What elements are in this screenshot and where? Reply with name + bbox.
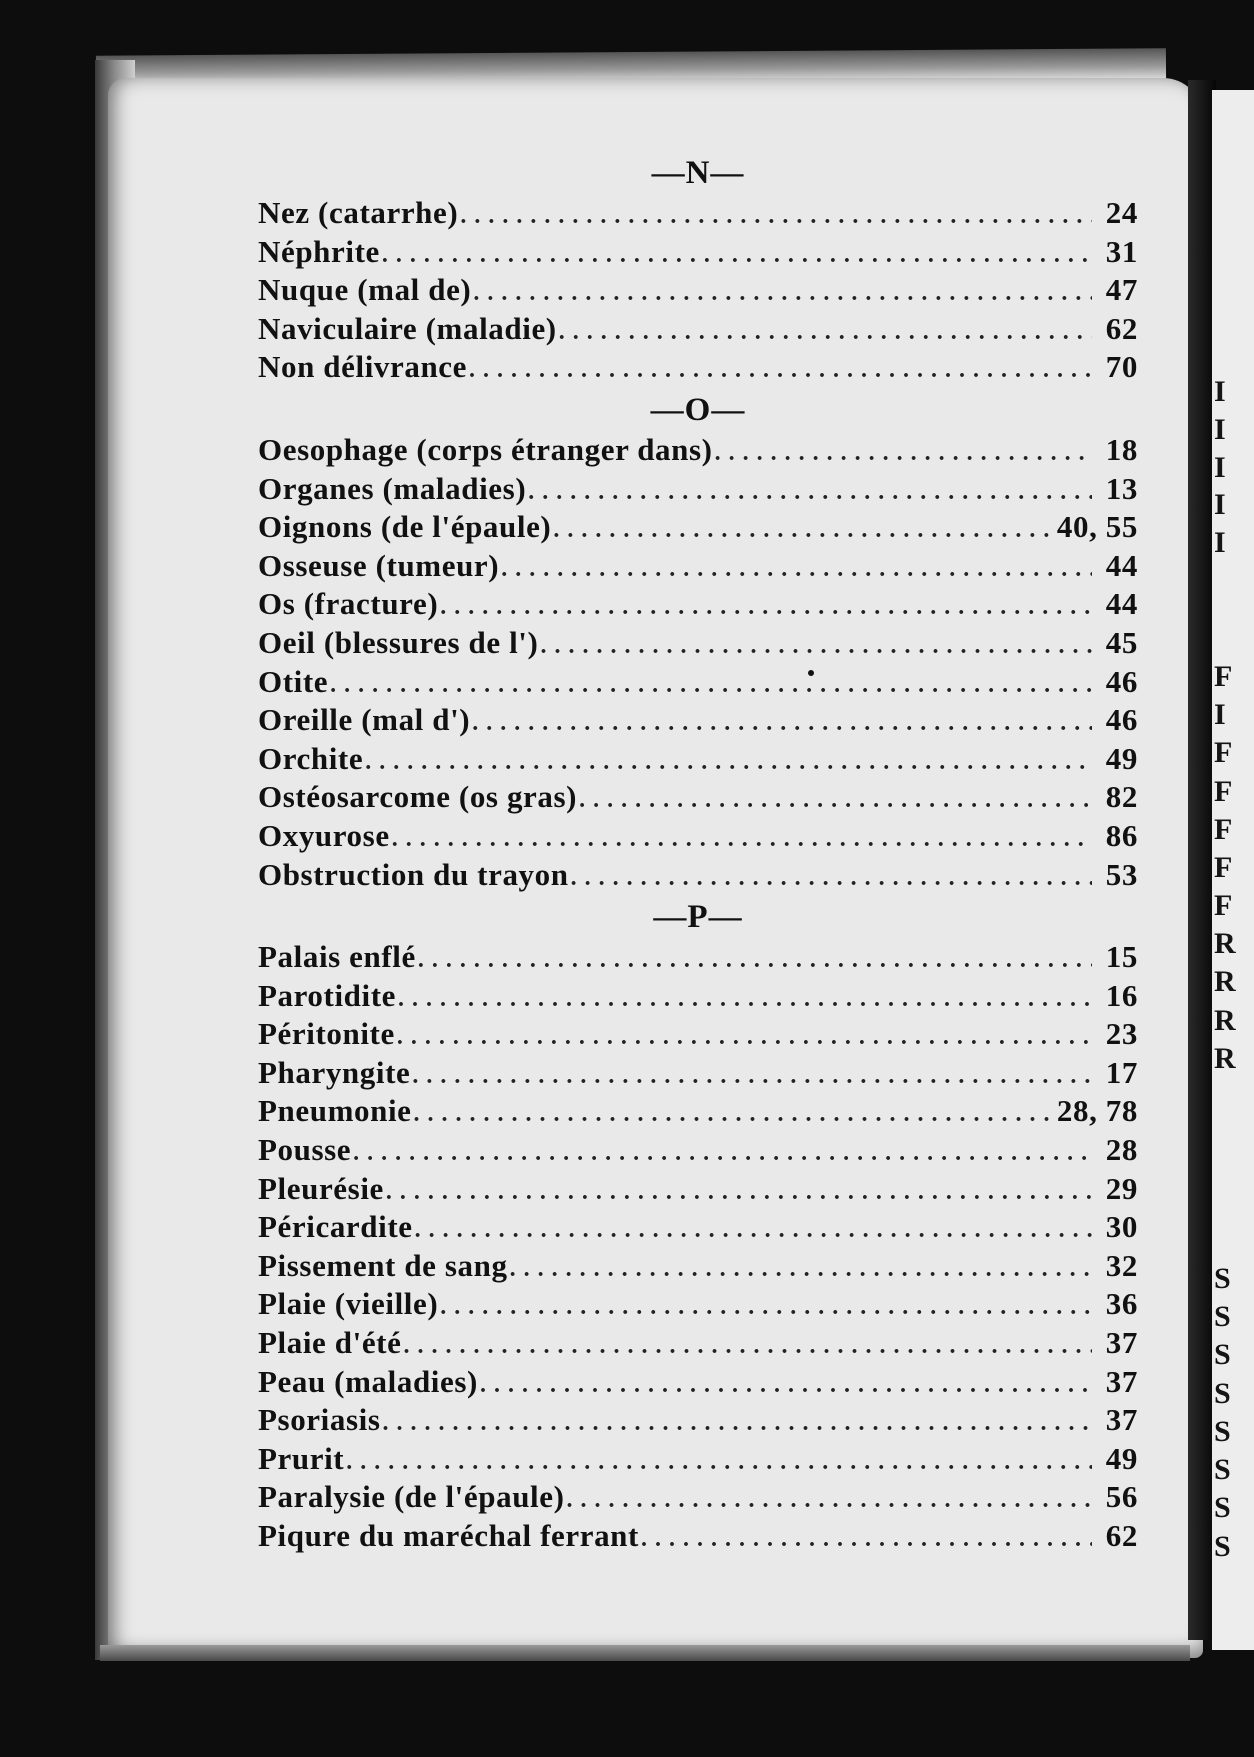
entry-page: 32 (1105, 1247, 1138, 1283)
dot-leader (397, 1015, 1092, 1057)
index-entry (258, 1170, 1138, 1209)
dot-leader (528, 470, 1092, 512)
index-entry (258, 470, 1138, 509)
facing-page-letter: I (1214, 375, 1226, 408)
facing-page-letter: S (1214, 1530, 1231, 1563)
entry-name: Os (fracture) (258, 586, 439, 622)
index-entry (258, 508, 1138, 547)
index-entry (258, 817, 1138, 856)
entry-page: 30 (1105, 1209, 1138, 1245)
print-speck (808, 670, 814, 676)
facing-page-letter: R (1214, 1042, 1236, 1075)
index-entry (258, 1131, 1138, 1170)
entry-name: Palais enflé (258, 939, 416, 975)
entry-page: 46 (1105, 663, 1138, 699)
dot-leader (418, 938, 1092, 980)
index-section-n (258, 152, 1138, 387)
facing-page-letter: I (1214, 451, 1226, 484)
section-heading: —N— (651, 155, 745, 191)
facing-page-letter: S (1214, 1300, 1231, 1333)
entry-page: 37 (1105, 1325, 1138, 1361)
facing-page-letter: S (1214, 1262, 1231, 1295)
entry-page: 28, 78 (1056, 1093, 1138, 1129)
entry-page: 49 (1105, 740, 1138, 776)
section-heading: —O— (650, 391, 746, 428)
entry-page: 15 (1105, 939, 1138, 975)
facing-page-letter: F (1214, 851, 1233, 884)
facing-page-letter: S (1214, 1453, 1231, 1486)
facing-page-letter: F (1214, 660, 1233, 693)
dot-leader (403, 1324, 1092, 1366)
entry-name: Prurit (258, 1440, 345, 1476)
dot-leader (392, 817, 1092, 859)
dot-leader (510, 1247, 1092, 1289)
index-entry (258, 1285, 1138, 1324)
index-entry (258, 856, 1138, 895)
entry-name: Osseuse (tumeur) (258, 547, 500, 583)
entry-page: 62 (1105, 310, 1138, 346)
entry-name: Pharyngite (258, 1054, 411, 1090)
dot-leader (567, 1478, 1092, 1520)
facing-page-letter: F (1214, 736, 1233, 769)
index-entry (258, 585, 1138, 624)
index-entry (258, 310, 1138, 349)
dot-leader (440, 585, 1092, 627)
scan-bottom-edge (100, 1645, 1190, 1661)
index-entry (258, 1401, 1138, 1440)
entry-name: Naviculaire (maladie) (258, 310, 557, 346)
index-entry (258, 1478, 1138, 1517)
entry-page: 46 (1105, 702, 1138, 738)
entry-name: Péricardite (258, 1209, 413, 1245)
facing-page-letter: F (1214, 813, 1233, 846)
entry-page: 37 (1105, 1402, 1138, 1438)
index-entry (258, 271, 1138, 310)
index-entry (258, 624, 1138, 663)
index-entry (258, 1440, 1138, 1479)
dot-leader (398, 977, 1092, 1019)
index-content (258, 150, 1138, 1556)
dot-leader (382, 233, 1092, 275)
entry-name: Orchite (258, 740, 364, 776)
dot-leader (571, 856, 1092, 898)
dot-leader (330, 663, 1092, 705)
index-entry (258, 233, 1138, 272)
dot-leader (579, 778, 1092, 820)
entry-name: Oreille (mal d') (258, 702, 471, 738)
entry-name: Pissement de sang (258, 1247, 508, 1283)
dot-leader (501, 547, 1092, 589)
facing-page-letter: S (1214, 1491, 1231, 1524)
entry-name: Organes (maladies) (258, 470, 527, 506)
dot-leader (540, 624, 1092, 666)
entry-name: Piqure du maréchal ferrant (258, 1518, 639, 1553)
entry-page: 45 (1105, 624, 1138, 660)
entry-page: 70 (1105, 349, 1138, 385)
facing-page-letter: I (1214, 488, 1226, 521)
entry-page: 37 (1105, 1363, 1138, 1399)
facing-page-letter: S (1214, 1338, 1231, 1371)
entry-name: Oesophage (corps étranger dans) (258, 431, 713, 467)
index-entry (258, 1517, 1138, 1556)
entry-name: Pousse (258, 1132, 352, 1168)
entry-page: 47 (1105, 272, 1138, 308)
entry-page: 82 (1105, 779, 1138, 815)
index-entry (258, 547, 1138, 586)
entry-page: 29 (1105, 1170, 1138, 1206)
entry-page: 49 (1105, 1440, 1138, 1476)
entry-name: Obstruction du trayon (258, 856, 569, 892)
index-entry (258, 701, 1138, 740)
entry-page: 53 (1105, 856, 1138, 892)
entry-page: 16 (1105, 977, 1138, 1013)
entry-page: 17 (1105, 1054, 1138, 1090)
entry-page: 62 (1105, 1518, 1138, 1553)
facing-page-letter: F (1214, 775, 1233, 808)
dot-leader (353, 1131, 1092, 1173)
entry-name: Paralysie (de l'épaule) (258, 1479, 565, 1515)
dot-leader (553, 508, 1051, 550)
dot-leader (383, 1401, 1092, 1443)
entry-name: Ostéosarcome (os gras) (258, 779, 578, 815)
index-entry (258, 740, 1138, 779)
entry-name: Nez (catarrhe) (258, 195, 459, 230)
index-entry (258, 1247, 1138, 1286)
entry-page: 23 (1105, 1016, 1138, 1052)
entry-name: Psoriasis (258, 1402, 381, 1438)
index-entry (258, 1015, 1138, 1054)
index-entry (258, 1054, 1138, 1093)
entry-name: Peau (maladies) (258, 1363, 478, 1399)
entry-page: 24 (1105, 195, 1138, 230)
entry-name: Pleurésie (258, 1170, 384, 1206)
index-entry (258, 194, 1138, 233)
index-entry (258, 431, 1138, 470)
entry-name: Oxyurose (258, 817, 390, 853)
dot-leader (414, 1092, 1051, 1134)
entry-name: Pneumonie (258, 1093, 412, 1129)
entry-page: 13 (1105, 470, 1138, 506)
facing-page-letter: R (1214, 965, 1236, 998)
facing-page-letter: I (1214, 698, 1226, 731)
index-entry (258, 348, 1138, 387)
index-entry (258, 938, 1138, 977)
dot-leader (460, 194, 1092, 236)
entry-name: Parotidite (258, 977, 397, 1013)
index-entry (258, 977, 1138, 1016)
entry-page: 28 (1105, 1132, 1138, 1168)
entry-name: Oignons (de l'épaule) (258, 509, 552, 545)
index-section-o (258, 389, 1138, 894)
facing-page-letter: R (1214, 1004, 1236, 1037)
facing-page-letters (1212, 0, 1254, 1757)
dot-leader (415, 1208, 1092, 1250)
index-entry (258, 1092, 1138, 1131)
entry-page: 31 (1105, 233, 1138, 269)
dot-leader (365, 740, 1092, 782)
facing-page-letter: S (1214, 1415, 1231, 1448)
facing-page-letter: S (1214, 1377, 1231, 1410)
entry-page: 40, 55 (1056, 509, 1138, 545)
entry-page: 18 (1105, 431, 1138, 467)
facing-page-letter: F (1214, 889, 1233, 922)
index-entry (258, 1208, 1138, 1247)
entry-page: 36 (1105, 1286, 1138, 1322)
entry-name: Plaie (vieille) (258, 1286, 439, 1322)
entry-name: Otite (258, 663, 329, 699)
entry-page: 44 (1105, 547, 1138, 583)
dot-leader (346, 1440, 1092, 1482)
dot-leader (412, 1054, 1092, 1096)
index-entry (258, 778, 1138, 817)
facing-page-letter: I (1214, 413, 1226, 446)
dot-leader (473, 271, 1092, 313)
entry-name: Nuque (mal de) (258, 272, 472, 308)
index-entry (258, 1324, 1138, 1363)
dot-leader (559, 310, 1092, 352)
entry-name: Péritonite (258, 1016, 395, 1052)
dot-leader (480, 1363, 1092, 1405)
entry-name: Oeil (blessures de l') (258, 624, 539, 660)
dot-leader (472, 701, 1092, 743)
entry-name: Plaie d'été (258, 1325, 402, 1361)
entry-page: 86 (1105, 817, 1138, 853)
index-entry (258, 663, 1138, 702)
dot-leader (440, 1285, 1092, 1327)
index-entry (258, 1363, 1138, 1402)
dot-leader (641, 1517, 1092, 1559)
facing-page-letter: I (1214, 526, 1226, 559)
entry-name: Non délivrance (258, 349, 468, 385)
entry-name: Néphrite (258, 233, 380, 269)
facing-page-letter: R (1214, 927, 1236, 960)
entry-page: 56 (1105, 1479, 1138, 1515)
dot-leader (715, 431, 1092, 473)
section-heading: —P— (653, 899, 743, 936)
index-section-p (258, 896, 1138, 1556)
dot-leader (469, 348, 1092, 390)
dot-leader (386, 1170, 1092, 1212)
entry-page: 44 (1105, 586, 1138, 622)
